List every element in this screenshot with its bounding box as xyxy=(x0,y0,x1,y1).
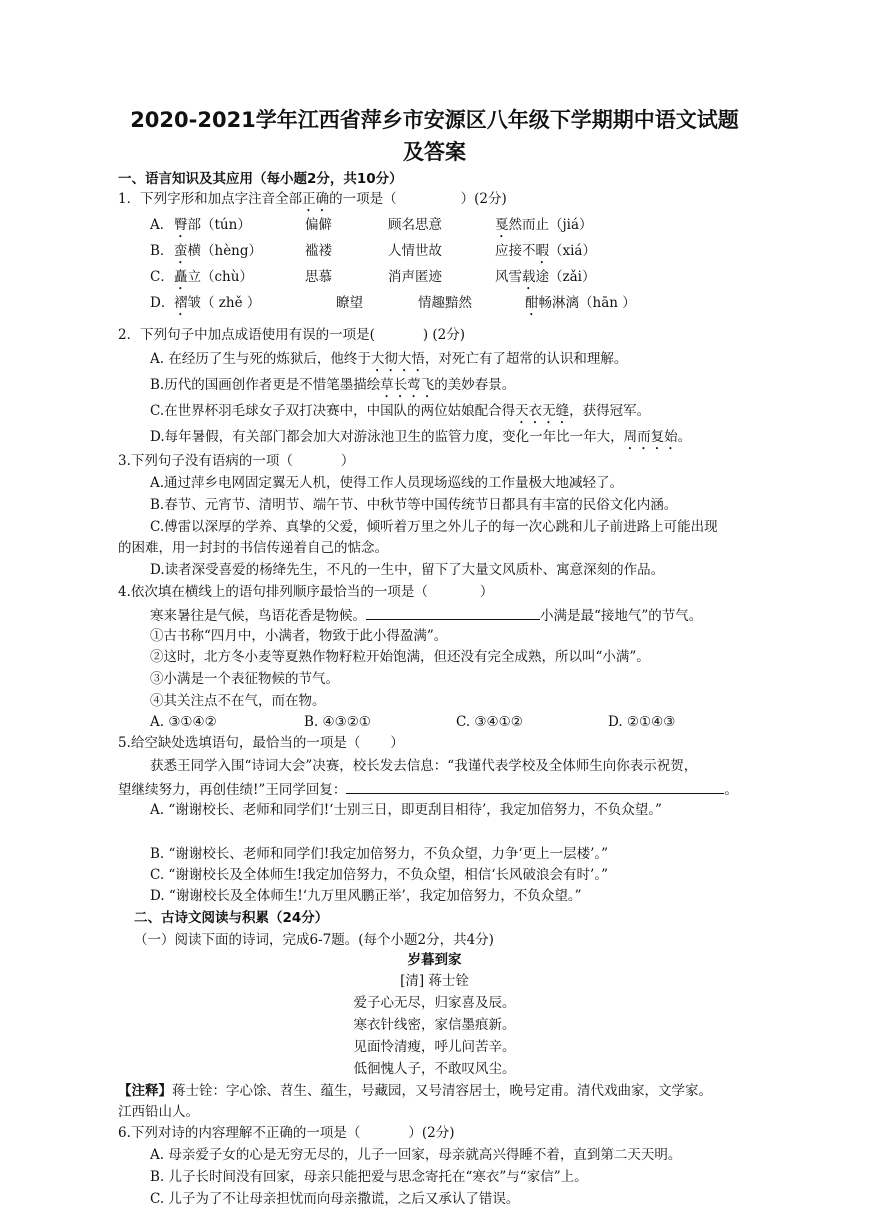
q1-option-c-word2: 思慕 xyxy=(305,269,332,285)
q5-option-c: C. “谢谢校长及全体师生!我定加倍努力，不负众望，相信‘长风破浪会有时’。” xyxy=(150,867,608,883)
q1-option-d-word2: 瞭望 xyxy=(336,295,363,311)
answer-blank xyxy=(366,605,540,620)
q4-sentence-2: ②这时，北方冬小麦等夏熟作物籽粒开始饱满，但还没有完全成熟，所以叫“小满”。 xyxy=(150,649,650,665)
q5-option-d: D. “谢谢校长及全体师生!‘九万里风鹏正举’，我定加倍努力，不负众望。” xyxy=(150,888,582,904)
question-4-stem: 4.依次填在横线上的语句排列顺序最恰当的一项是（ ） xyxy=(118,584,494,600)
section-heading: 一、语言知识及其应用（每小题2分，共10分） xyxy=(118,171,403,187)
q1-option-c-word4: 风雪载途（zǎi） xyxy=(495,269,596,285)
q1-option-d-word1: 褶皱（ zhě ） xyxy=(174,295,261,311)
q4-option-d: D. ②①④③ xyxy=(608,714,676,730)
question-5-stem: 5.给空缺处选填语句，最恰当的一项是（ ） xyxy=(118,735,404,751)
q3-option-a: A.通过萍乡电网固定翼无人机，使得工作人员现场巡线的工作量极大地减轻了。 xyxy=(150,475,624,491)
question-6-stem: 6.下列对诗的内容理解不正确的一项是（ ）(2分) xyxy=(118,1125,455,1141)
poem-line: 见面怜清瘦，呼儿问苦辛。 xyxy=(353,1039,516,1055)
q5-lead-line2: 望继续努力，再创佳绩!”王同学回复： 。 xyxy=(118,779,738,799)
section-heading: 二、古诗文阅读与积累（24分） xyxy=(134,910,329,926)
q5-lead-line1: 获悉王同学入围“诗词大会”决赛，校长发去信息：“我谨代表学校及全体师生向你表示祝贺， xyxy=(150,758,698,774)
q1-option-a-word4: 戛然而止（jiá） xyxy=(495,217,593,233)
q4-lead: 寒来暑往是气候，鸟语花香是物候。 小满是最“接地气”的节气。 xyxy=(150,605,702,625)
poem-note: 【注释】蒋士铨：字心馀、苕生、蕴生，号藏园，又号清容居士，晚号定甫。清代戏曲家，文学家。 xyxy=(118,1083,712,1099)
question-3-stem: 3.下列句子没有语病的一项（ ） xyxy=(118,453,355,469)
q1-option-b-label: B． xyxy=(150,243,174,259)
q1-option-a-word2: 偏僻 xyxy=(305,217,332,233)
q1-option-d-label: D． xyxy=(150,295,175,311)
poem-author: [清] 蒋士铨 xyxy=(400,973,469,989)
q6-option-b: B. 儿子长时间没有回家，母亲只能把爱与思念寄托在“寒衣”与“家信”上。 xyxy=(150,1169,588,1185)
poem-line: 低徊愧人子，不敢叹风尘。 xyxy=(353,1061,516,1077)
q1-option-b-word2: 褴褛 xyxy=(305,243,332,259)
q4-option-c: C. ③④①② xyxy=(456,714,523,730)
q1-option-b-word3: 人情世故 xyxy=(388,243,442,259)
page-title-line2: 及答案 xyxy=(403,140,466,164)
question-2-stem: 2．下列句子中加点成语使用有误的一项是( ) (2分) xyxy=(118,327,466,343)
poem-title: 岁暮到家 xyxy=(407,952,462,968)
q1-option-a-word1: 臀部（tún） xyxy=(174,217,251,233)
q2-option-a: A. 在经历了生与死的炼狱后，他终于大彻大悟，对死亡有了超常的认识和理解。 xyxy=(150,351,628,367)
page-title: 2020-2021学年江西省萍乡市安源区八年级下学期期中语文试题 xyxy=(130,108,739,132)
q1-option-b-word1: 蛮横（hèng） xyxy=(174,243,263,259)
answer-blank xyxy=(346,779,724,794)
q3-option-c-line1: C.傅雷以深厚的学养、真挚的父爱，倾听着万里之外儿子的每一次心跳和儿子前进路上可能出现 xyxy=(150,519,718,535)
q6-option-a: A. 母亲爱子女的心是无穷无尽的，儿子一回家，母亲就高兴得睡不着，直到第二天天明。 xyxy=(150,1147,682,1163)
q5-option-b: B. “谢谢校长、老师和同学们!我定加倍努力，不负众望，力争‘更上一层楼’。” xyxy=(150,846,609,862)
q3-option-d: D.读者深受喜爱的杨绛先生，不凡的一生中，留下了大量文风质朴、寓意深刻的作品。 xyxy=(150,562,665,578)
q2-option-b: B.历代的国画创作者更是不惜笔墨描绘草长莺飞的美妙春景。 xyxy=(150,377,516,393)
q4-option-a: A. ③①④② xyxy=(150,714,217,730)
q4-sentence-3: ③小满是一个表征物候的节气。 xyxy=(150,671,339,687)
poem-line: 寒衣针线密，家信墨痕新。 xyxy=(353,1017,516,1033)
q3-option-b: B.春节、元宵节、清明节、端午节、中秋节等中国传统节日都具有丰富的民俗文化内涵。 xyxy=(150,497,678,513)
q1-option-c-word1: 矗立（chù） xyxy=(174,269,253,285)
q1-option-d-word3: 情趣黯然 xyxy=(418,295,472,311)
q3-option-c-line2: 的困难，用一封封的书信传递着自己的惦念。 xyxy=(118,540,388,556)
q5-option-a: A. “谢谢校长、老师和同学们!‘士别三日，即更刮目相待’，我定加倍努力，不负众望。” xyxy=(150,802,662,818)
q2-option-c: C.在世界杯羽毛球女子双打决赛中，中国队的两位姑娘配合得天衣无缝，获得冠军。 xyxy=(150,403,651,419)
q1-option-c-label: C． xyxy=(150,269,174,285)
question-1-stem: 1．下列字形和加点字注音全部正确的一项是（ ）(2分) xyxy=(118,191,507,207)
q4-sentence-4: ④其关注点不在气，而在物。 xyxy=(150,693,326,709)
q1-option-d-word4: 酣畅淋漓（hān ） xyxy=(525,295,636,311)
q4-option-b: B. ④③②① xyxy=(304,714,371,730)
q4-sentence-1: ①古书称“四月中，小满者，物致于此小得盈满”。 xyxy=(150,628,448,644)
q1-option-b-word4: 应接不暇（xiá） xyxy=(495,243,596,259)
poem-note-line2: 江西铅山人。 xyxy=(118,1104,199,1120)
reading-intro: （一）阅读下面的诗词，完成6-7题。(每个小题2分，共4分) xyxy=(134,932,494,948)
q2-option-d: D.每年暑假，有关部门都会加大对游泳池卫生的监管力度，变化一年比一年大，周而复始。 xyxy=(150,429,692,445)
q6-option-c: C. 儿子为了不让母亲担忧而向母亲撒谎，之后又承认了错误。 xyxy=(150,1191,520,1207)
poem-line: 爱子心无尽，归家喜及辰。 xyxy=(353,995,516,1011)
q1-option-a-word3: 顾名思意 xyxy=(388,217,442,233)
q1-option-c-word3: 消声匿迹 xyxy=(388,269,442,285)
q1-option-a-label: A． xyxy=(150,217,174,233)
